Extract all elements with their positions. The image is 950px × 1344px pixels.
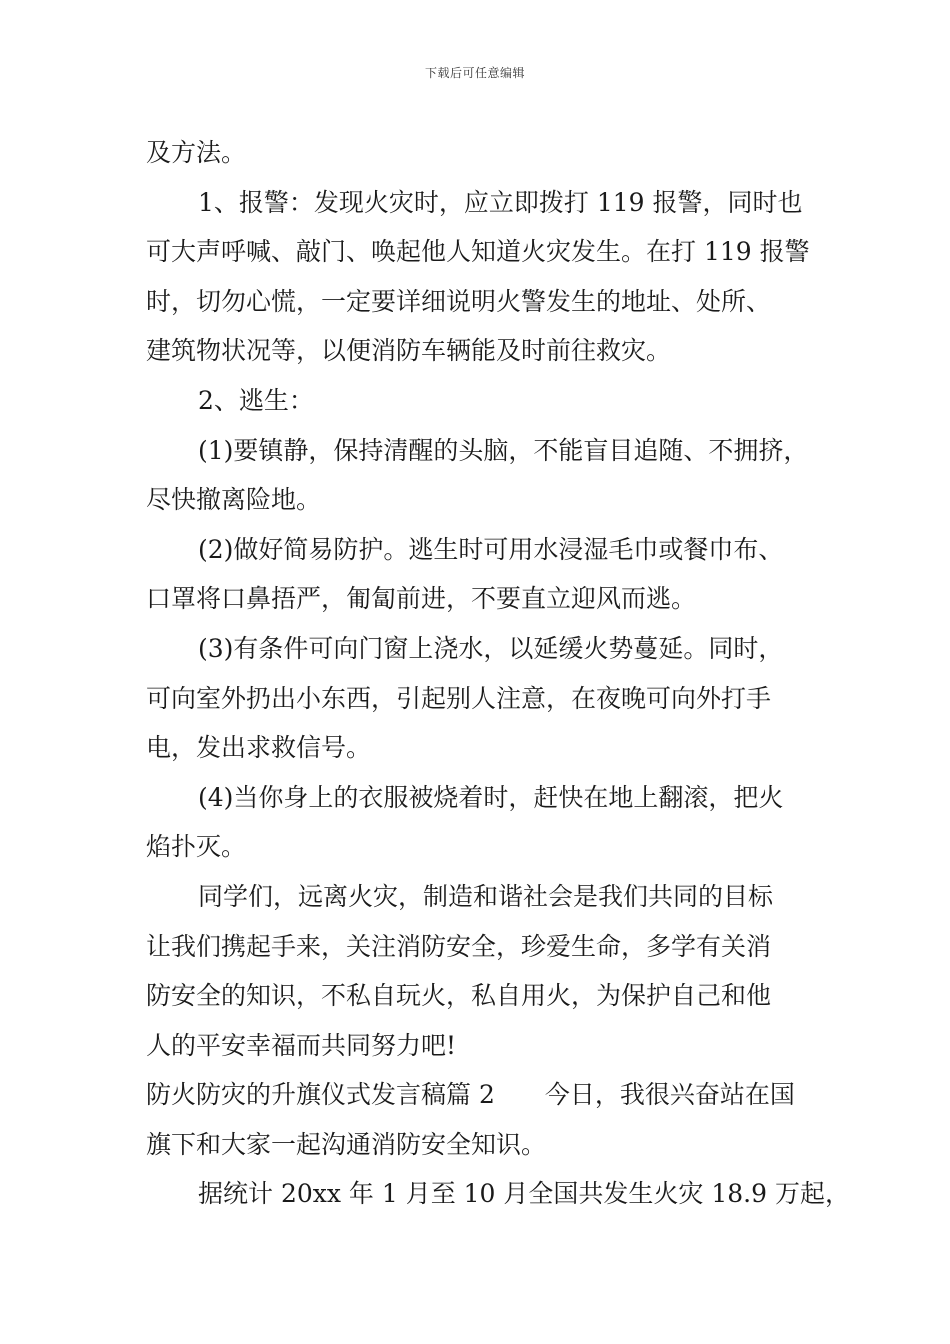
- text-line: 让我们携起手来，关注消防安全，珍爱生命，多学有关消: [146, 931, 772, 961]
- text-line: 口罩将口鼻捂严，匍匐前进，不要直立迎风而逃。: [146, 584, 697, 614]
- text-line: 同学们，远离火灾，制造和谐社会是我们共同的目标: [198, 881, 774, 911]
- text-line: 焰扑灭。: [146, 832, 247, 862]
- text-line: 可向室外扔出小东西，引起别人注意，在夜晚可向外打手: [146, 683, 772, 713]
- text-line: 旗下和大家一起沟通消防安全知识。: [146, 1129, 547, 1159]
- text-line: 及方法。: [146, 138, 247, 167]
- text-line: (3)有条件可向门窗上浇水，以延缓火势蔓延。同时，: [198, 633, 784, 663]
- text-line: 2、逃生：: [198, 385, 314, 415]
- text-line: 尽快撤离险地。: [146, 485, 322, 515]
- document-body: [146, 128, 850, 1219]
- text-line: 建筑物状况等，以便消防车辆能及时前往救灾。: [146, 336, 672, 366]
- text-line: 可大声呼喊、敲门、唤起他人知道火灾发生。在打 119 报警: [146, 237, 810, 267]
- text-line: (4)当你身上的衣服被烧着时，赶快在地上翻滚，把火: [198, 782, 784, 812]
- text-line: 据统计 20xx 年 1 月至 10 月全国共发生火灾 18.9 万起，: [198, 1179, 850, 1209]
- page-header-note: 下载后可任意编辑: [424, 66, 525, 80]
- text-line: 1、报警：发现火灾时，应立即拨打 119 报警，同时也: [198, 187, 803, 217]
- text-line: (2)做好简易防护。逃生时可用水浸湿毛巾或餐巾布、: [198, 534, 784, 564]
- text-line: (1)要镇静，保持清醒的头脑，不能盲目追随、不拥挤，: [198, 435, 809, 465]
- text-line: 电，发出求救信号。: [146, 733, 372, 763]
- text-line: 时，切勿心慌，一定要详细说明火警发生的地址、处所、: [146, 286, 772, 316]
- text-line: 人的平安幸福而共同努力吧!: [146, 1030, 457, 1060]
- text-line: 防安全的知识，不私自玩火，私自用火，为保护自己和他: [146, 981, 772, 1011]
- text-line: 防火防灾的升旗仪式发言稿篇 2 今日，我很兴奋站在国: [146, 1080, 795, 1110]
